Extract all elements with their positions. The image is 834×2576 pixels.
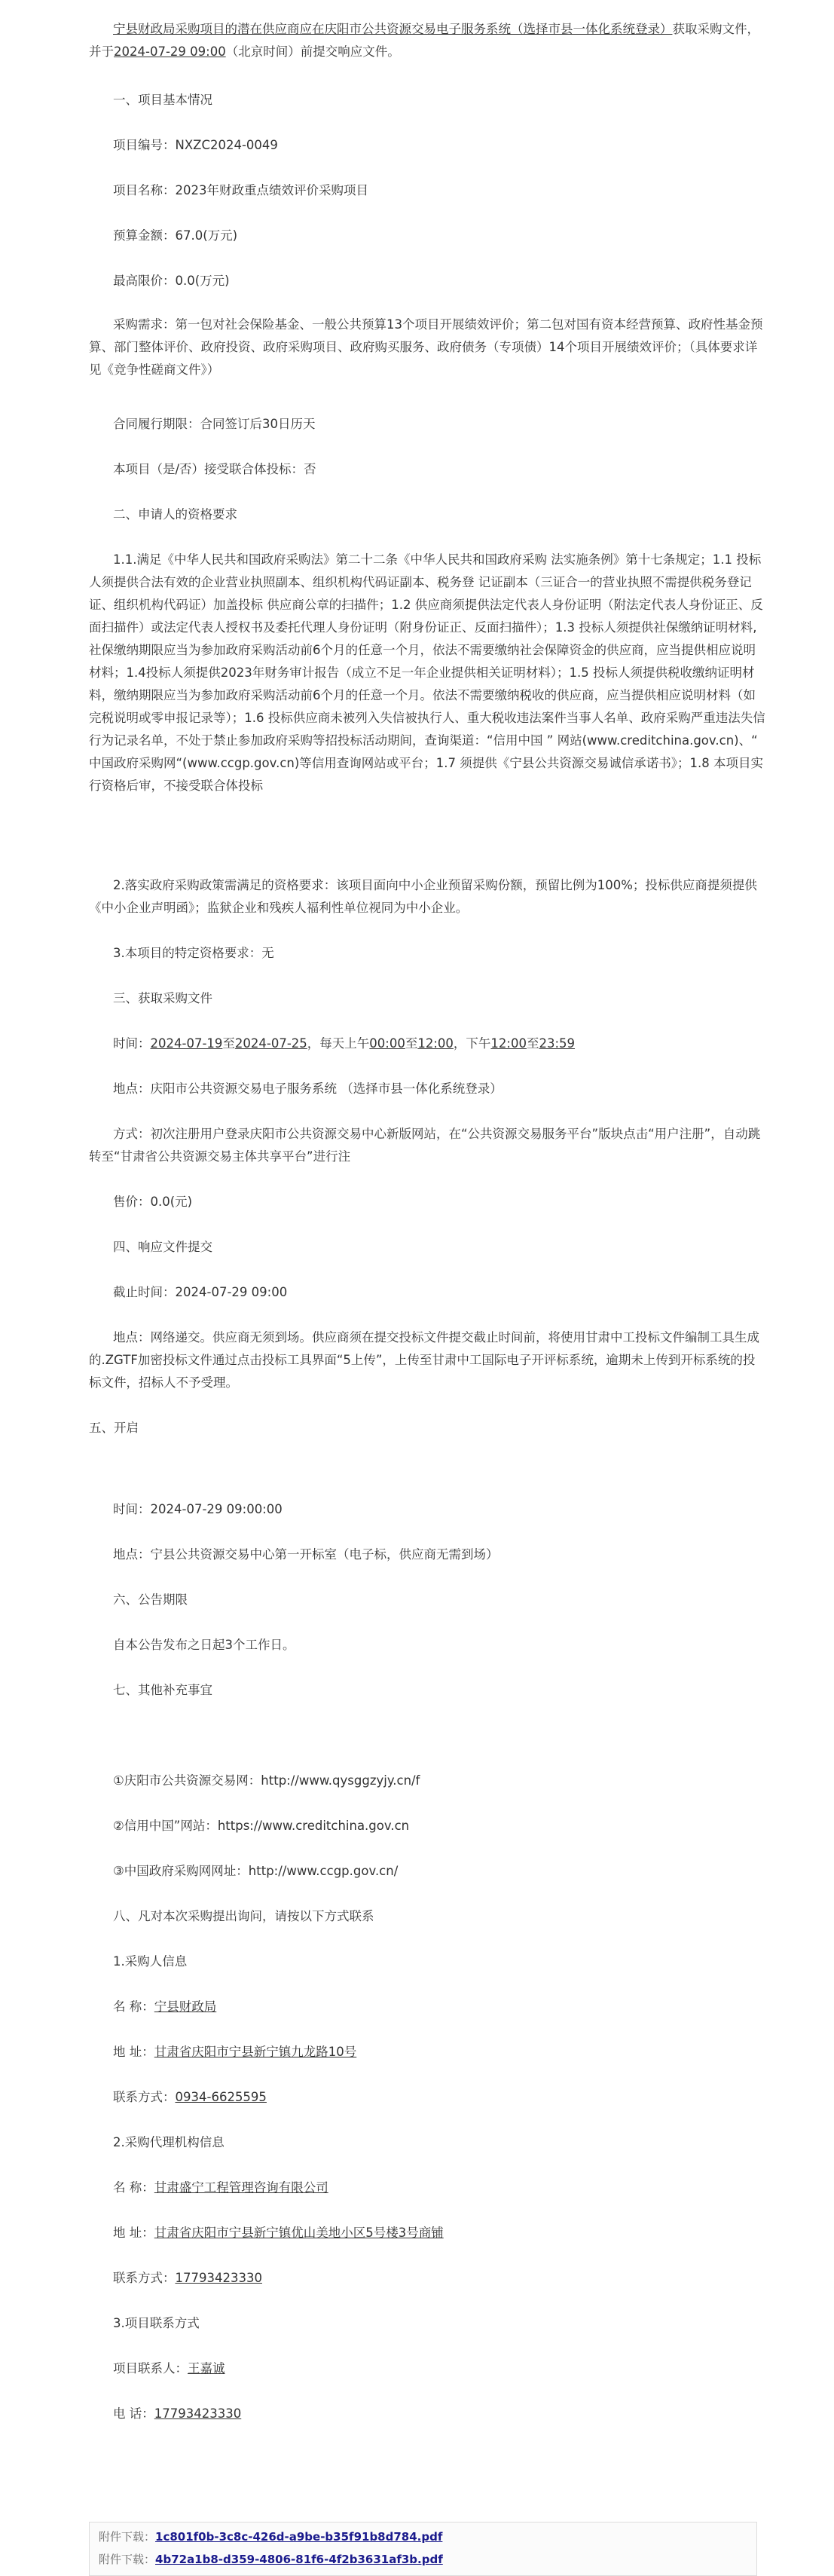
- buyer-tel: 0934-6625595: [175, 2090, 267, 2104]
- buyer-addr-label: 地 址：: [113, 2045, 154, 2059]
- intro-text: 获取采购文件，并于: [89, 22, 759, 59]
- attachment-link-1[interactable]: 1c801f0b-3c8c-426d-a9be-b35f91b8d784.pdf: [155, 2530, 443, 2544]
- get-am-start: 00:00: [369, 1036, 405, 1051]
- intro-login-note[interactable]: （选择市县一体化系统登录）: [511, 22, 673, 36]
- get-pm-start: 12:00: [490, 1036, 527, 1051]
- contact-tel: 17793423330: [154, 2406, 242, 2421]
- get-time: [89, 1033, 767, 1055]
- attachment-label: 附件下载：: [99, 2530, 156, 2544]
- qualification-2: 2.落实政府采购政策需满足的资格要求：该项目面向中小企业预留采购份额，预留比例为100%；投标供应商提须提供《中小企业声明函》；监狱企业和残疾人福利性单位视同为中小企业。: [89, 878, 757, 915]
- contact-person-row: [89, 2357, 767, 2380]
- agency-tel: 17793423330: [175, 2271, 262, 2285]
- joint-bid: 本项目（是/否）接受联合体投标：否: [113, 462, 316, 476]
- open-time: 时间：2024-07-29 09:00:00: [113, 1502, 283, 1516]
- buyer-tel-label: 联系方式：: [113, 2090, 176, 2104]
- intro-deadline: 2024-07-29 09:00: [114, 44, 226, 59]
- get-start-date: 2024-07-19: [150, 1036, 223, 1051]
- intro-paragraph: [89, 18, 767, 63]
- agency-name-label: 名 称：: [113, 2180, 154, 2195]
- agency-addr-label: 地 址：: [113, 2226, 154, 2240]
- section-3-title: 三、获取采购文件: [113, 991, 212, 1005]
- site-qysggzyjy[interactable]: ①庆阳市公共资源交易网：http://www.qysggzyjy.cn/f: [113, 1773, 420, 1788]
- project-name: 项目名称：2023年财政重点绩效评价采购项目: [113, 183, 368, 197]
- contact-title: 3.项目联系方式: [113, 2316, 200, 2330]
- section-4-title: 四、响应文件提交: [113, 1240, 212, 1254]
- attachment-row-2: [99, 2551, 443, 2568]
- submit-place: 地点：网络递交。供应商无须到场。供应商须在提交投标文件提交截止时间前，将使用甘肃中工投标文件编制工具生成的.ZGTF加密投标文件通过点击投标工具界面“5上传”，上传至甘肃中工国际电子开评标系统，逾期未上传到开标系统的投标文件，招标人不予受理。: [89, 1330, 759, 1390]
- section-1-title: 一、项目基本情况: [113, 93, 212, 107]
- intro-text-end: （北京时间）前提交响应文件。: [225, 44, 400, 59]
- buyer-title: 1.采购人信息: [113, 1954, 188, 1969]
- agency-name-row: [89, 2177, 767, 2199]
- project-max-price: 最高限价：0.0(万元): [113, 274, 230, 288]
- section-5-title: 五、开启: [89, 1421, 139, 1435]
- buyer-tel-row: [89, 2086, 767, 2109]
- contact-tel-label: 电 话：: [113, 2406, 154, 2421]
- section-8-title: 八、凡对本次采购提出询问，请按以下方式联系: [113, 1909, 374, 1923]
- buyer-name-label: 名 称：: [113, 1999, 154, 2014]
- contact-person: 王嘉诚: [188, 2361, 225, 2376]
- get-to: 至: [222, 1036, 235, 1051]
- get-time-label: 时间：: [113, 1036, 151, 1051]
- attachment-label: 附件下载：: [99, 2553, 156, 2566]
- contact-person-label: 项目联系人：: [113, 2361, 188, 2376]
- qualification-3: 3.本项目的特定资格要求：无: [113, 946, 274, 960]
- section-6-title: 六、公告期限: [113, 1592, 188, 1607]
- agency-tel-row: [89, 2267, 767, 2290]
- site-creditchina[interactable]: ②信用中国”网站：https://www.creditchina.gov.cn: [113, 1819, 410, 1833]
- section-7-title: 七、其他补充事宜: [113, 1683, 212, 1697]
- attachment-link-2[interactable]: 4b72a1b8-d359-4806-81f6-4f2b3631af3b.pdf: [155, 2553, 443, 2566]
- section-2-title: 二、申请人的资格要求: [113, 507, 237, 522]
- attachment-box: [89, 2522, 757, 2576]
- get-method: 方式：初次注册用户登录庆阳市公共资源交易中心新版网站，在“公共资源交易服务平台”版块点击“用户注册”，自动跳转至“甘肃省公共资源交易主体共享平台”进行注: [89, 1127, 761, 1164]
- contact-tel-row: [89, 2403, 767, 2425]
- project-code: 项目编号：NXZC2024-0049: [113, 138, 278, 152]
- agency-address: 甘肃省庆阳市宁县新宁镇优山美地小区5号楼3号商铺: [154, 2226, 444, 2240]
- agency-name: 甘肃盛宁工程管理咨询有限公司: [154, 2180, 328, 2195]
- buyer-name: 宁县财政局: [154, 1999, 217, 2014]
- attachment-row-1: [99, 2529, 442, 2545]
- get-pm-label: ，下午: [453, 1036, 491, 1051]
- contract-period: 合同履行期限：合同签订后30日历天: [113, 417, 316, 431]
- get-place: 地点：庆阳市公共资源交易电子服务系统 （选择市县一体化系统登录）: [113, 1081, 503, 1096]
- get-to-3: 至: [526, 1036, 539, 1051]
- get-am-label: ，每天上午: [307, 1036, 370, 1051]
- get-end-date: 2024-07-25: [234, 1036, 307, 1051]
- get-pm-end: 23:59: [539, 1036, 576, 1051]
- get-am-end: 12:00: [417, 1036, 454, 1051]
- get-price: 售价：0.0(元): [113, 1195, 193, 1209]
- qualification-1: 1.1.满足《中华人民共和国政府采购法》第二十二条《中华人民共和国政府采购 法实施条例》第十七条规定；1.1 投标人须提供合法有效的企业营业执照副本、组织机构代码证副本、税务登 记证副本（三证合一的营业执照不需提供税务登记证、组织机构代码证）加盖投标 供应商公章的扫描件；1.2 供应商须提供法定代表人身份证明（附法定代表人身份证正、反面扫描件）或法定代表人授权书及委托代理人身份证明（附身份证正、反面扫描件）；1.3 投标人须提供社保缴纳证明材料,社保缴纳期限应当为参加政府采购活动前6个月的任意一个月，依法不需要缴纳社会保障资金的供应商，应当提供相应说明材料；1.4投标人须提供2023年财务审计报告（成立不足一年企业提供相关证明材料）；1.5 投标人须提供税收缴纳证明材料，缴纳期限应当为参加政府采购活动前6个月的任意一个月。依法不需要缴纳税收的供应商，应当提供相应说明材料（如完税说明或零申报记录等）；1.6 投标供应商未被列入失信被执行人、重大税收违法案件当事人名单、政府采购严重违法失信行为记录名单，不处于禁止参加政府采购等招投标活动期间，查询渠道：“信用中国 ” 网站(www.creditchina.gov.cn)、“ 中国政府采购网“(www.ccgp.gov.cn)等信用查询网站或平台；1.7 须提供《宁县公共资源交易诚信承诺书》；1.8 本项目实行资格后审，不接受联合体投标: [89, 552, 765, 793]
- notice-period: 自本公告发布之日起3个工作日。: [113, 1638, 295, 1652]
- site-ccgp[interactable]: ③中国政府采购网网址：http://www.ccgp.gov.cn/: [113, 1864, 399, 1878]
- agency-addr-row: [89, 2222, 767, 2244]
- submit-deadline: 截止时间：2024-07-29 09:00: [113, 1285, 288, 1299]
- intro-buyer-system[interactable]: 宁县财政局采购项目的潜在供应商应在庆阳市公共资源交易电子服务系统: [113, 22, 511, 36]
- open-place: 地点：宁县公共资源交易中心第一开标室（电子标，供应商无需到场）: [113, 1547, 499, 1562]
- get-to-2: 至: [405, 1036, 418, 1051]
- project-budget: 预算金额：67.0(万元): [113, 228, 238, 243]
- agency-title: 2.采购代理机构信息: [113, 2135, 225, 2149]
- agency-tel-label: 联系方式：: [113, 2271, 176, 2285]
- buyer-addr-row: [89, 2041, 767, 2064]
- buyer-name-row: [89, 1996, 767, 2018]
- buyer-address: 甘肃省庆阳市宁县新宁镇九龙路10号: [154, 2045, 357, 2059]
- project-demand: 采购需求：第一包对社会保险基金、一般公共预算13个项目开展绩效评价；第二包对国有资本经营预算、政府性基金预算、部门整体评价、政府投资、政府采购项目、政府购买服务、政府债务（专项债）14个项目开展绩效评价；（具体要求详见《竞争性磋商文件》）: [89, 317, 763, 377]
